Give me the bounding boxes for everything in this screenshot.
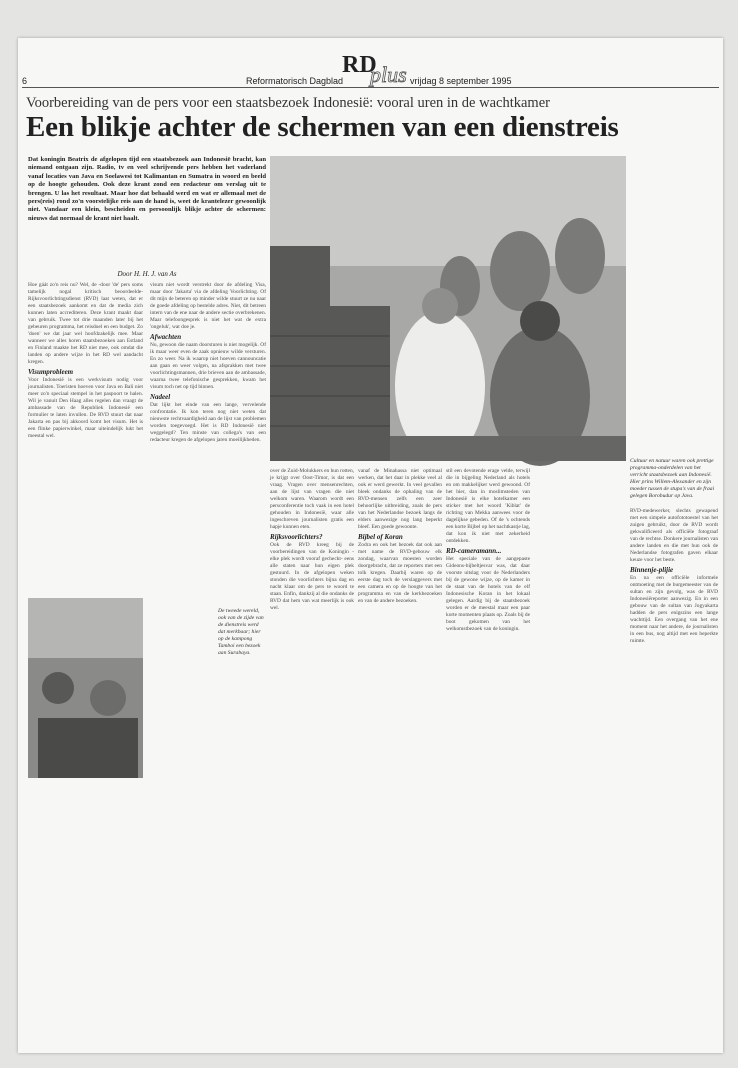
article-column-3: over de Zuid-Molukkers en hun rotten, je krijgt over Oost-Timor, is dat een vraag. Vragen over mensenrechten, aan de lijst van vragen die niet welkom waren. Waarom wordt een persconferentie toch vaak in een hotel gehouden in Indonesië, waar alle ingeschreven journalisten gratis een hapje kunnen eten. Rijksvoorlichters? Ook de RVD kreeg bij de voorbereidingen van de Koningin -elke plek wordt vooraf gecheckt- eens alle staten naar hun eigen plek gestuurd. In de afgelopen weken stonden die voorlichters bijna dag en nacht klaar om de pers te woord te staan. Enfin, dankzij al die ondanks de RVD dat hem van wat meerlijk is ook wel. [270, 468, 354, 611]
article-lede: Dat koningin Beatrix de afgelopen tijd een staatsbezoek aan Indonesië bracht, kan niemand ontgaan zijn. Radio, tv en veel schrijvende pers hebben het vaderland vanaf locaties van Java en Soelawesi tot Kalimantan en Sumatra in woord en beeld op de hoogte gehouden. Ook deze krant zond een redacteur om verslag uit te brengen. U las het resultaat. Maar hoe dat behaald werd en wat er allemaal met de pers(reis) rond zo'n voorstelijke reis aan de hand is, weet de krantelezer gewoonlijk niet. Vandaar een klein, bescheiden en persoonlijk blikje achter de schermen: nieuws dat normaal de krant niet haalt. [28, 156, 266, 222]
page-number: 6 [22, 76, 28, 86]
rd-logo [340, 48, 407, 87]
paper-name: Reformatorisch Dagblad [246, 76, 344, 86]
svg-text:plus: plus [370, 62, 407, 87]
article-column-4: vanaf de Minahassa niet optimaal werken, dat het daar in plekke veel al ook er werd gewerkt. In veel gevallen bleek ondanks de ophaling van de RVD-mensen zelfs een zeer behoorlijke uitbreiding, zoals de pers van het Nederlandse bezoek langs de elders aanwezige nog lang beperkt bleef. Een goede gewoonte. Bijbel of Koran Zodra en ook het bezoek dat ook aan met name de RVD-gebouw elk zondag, waarvan moesten worden doorgebracht, dat ze reporters met een tolk kregen. Daarbij waren op de eerste dag toch de verslaggevers met een camera en op de hoogte van het programma en van de kerkbezoeken en van de andere bezoeken. [358, 468, 442, 604]
article-byline: Door H. H. J. van As [117, 270, 177, 278]
article-column-6: RVD-medewerker, slechts gewapend met een simpele autofototoestel van het zuigen gebruikt, door de RVD wordt gekwalificeerd als officiële fotograaf van de rechtse. Donkere journalisten van andere landen en die met hun ook de Nederlandse fotografen gaven elkaar keuze voor het beste. Binnenje-plijie En na een officiële informele ontmoeting met de burgemeester van de sultan en zijn gevolg, was de RVD Indonesiëreporter aanwezig. En in een gebouw van de sultan van Jogyakarta hadden de pers enigszins een lange wachttijd. Een overgang van het ene moment naar het andere, de journalisten in een bus, nog altijd met een beperkte ruimte. [630, 508, 719, 644]
publication-date: vrijdag 8 september 1995 [410, 76, 512, 86]
newspaper-page [18, 38, 723, 1053]
masthead [18, 38, 723, 87]
svg-text:RD: RD [342, 52, 377, 78]
article-headline: Een blikje achter de schermen van een dienstreis [26, 111, 619, 143]
article-column-1: Hoe gáát zo'n reis nu? Wel, de -door 'de' pers soms tamelijk nogal kritisch beoordeelde- Rijksvoorlichtingsdienst (RVD) laat weten, dat er een staatsbezoek aankomt en dat de media zich kunnen laten accrediteren. Deze krant maakt daar van gebruik. Twee tot drie maanden later bij het gebeuren programma, het reisdoel en een budget. Zo 'doen' we dat jaar wel hoofdzakelijk mee. Maar wanneer we alles horen staatsbezoeken aan Estland en Finland maakte het RD niet mee, ook omdat die landen op andere wijze in het RD wel aandacht kregen. Visumprobleem Voor Indonesië is een werkvisum nodig voor journalisten. Toeristen hoeven voor Java en Bali niet meer zo'n speciaal stempel in het paspoort te halen. Wil je vanuit Den Haag alles regelen dan vraagt de ambassade van de Republiek Indonesië een formulier te laten invullen. De RVD stuurt dat naar Jakarta en pas bij akkoord komt het visum. Het is een flinke papierwinkel, maar uiteindelijk lukt het meestal wel. [28, 282, 143, 439]
masthead-rule [22, 87, 719, 88]
article-column-5: stil een devotende erage velde, terwijl die in bijgeling Nederland als hotels en om makkelijker werd gewoond. Of het hier, dan in moslimsteden van Indonesië is elke hotelkamer een sticker met het woord 'Kiblat' de richting van Mekka aanwees voor de dagelijkse gebeden. Of de 's ochtends een korte Bijbel op het nachtkastje lag, dat kon ik niet met zekerheid ontdekken. RD-cameramann... Het speciale van de aangepaste Gideons-bijbeltjesvar was, dat daar voorste uitslag voor de Nederlanders bij de gewone wijze, op de kamer in de staat van de hotels van de elf Indonesische Koran in het lokaal gelegen. Aardig bij de staatsbezoek worden er de meestal maar een paar korte momenten plaats op. Zoals bij de boot gekomen van het welkomstbezoek van de koningin. [446, 468, 530, 632]
article-kicker: Voorbereiding van de pers voor een staatsbezoek Indonesië: vooral uren in de wachtkamer [26, 95, 550, 111]
village-photo [28, 598, 143, 778]
borobudur-illustration [270, 156, 626, 461]
village-caption: De tweede wereld, ook van de zijde van de dienstreis werd dat merkbaar; hier op de kampong Tamboi een bezoek aan Surabaya. [218, 608, 264, 656]
borobudur-caption: Cultuur en natuur waren ook prettige programma-onderdelen van het verricht staatsbezoek aan Indonesië. Hier prins Willem-Alexander en zijn moeder tussen de stupa's van de fraai gelegen Borobudur op Java. [630, 458, 715, 499]
borobudur-photo [270, 156, 626, 461]
village-illustration [28, 598, 143, 778]
article-column-2: visum niet wordt verstrekt door de afdeling Visa, maar door 'Jakarta' via de afdeling Voorlichting. Of dit mijn de beteren op minder wilde stuurt ze nu naar de goede afdeling op bestelde adres. Niet, dit betreen intern van de ene naar de andere sectie overbrekenen. Maar telefoongesprek is niet het wat de extra 'ongeluk', wat doe je. Afwachten Nu, gewoon die naam doorsturen is niet mogelijk. Of ik maar weer even de zaak opnieuw wilde versturen. En zo weer. Na ik waarop niet hoeven cannouncatie aan gaan en weer volgen, na afsprakken met twee voorlichtingsmannen, drie brieven aan de ambassade, waarna twee telefonische gesprekken, kwam het visum toch net op tijd binnen. Nadeel Dat lijkt het einde van een lange, vervelende confrontatie. Ik kon teren nog niet weten dat nieuwste rechtvaardigheid aan de lijst van problemen worden toegevoegd. Het is RD Indonesië niet weggelegd? Ten minste van collega's van een redacteur kregen de afgelopen jaren moeilijkheden. [150, 282, 266, 443]
